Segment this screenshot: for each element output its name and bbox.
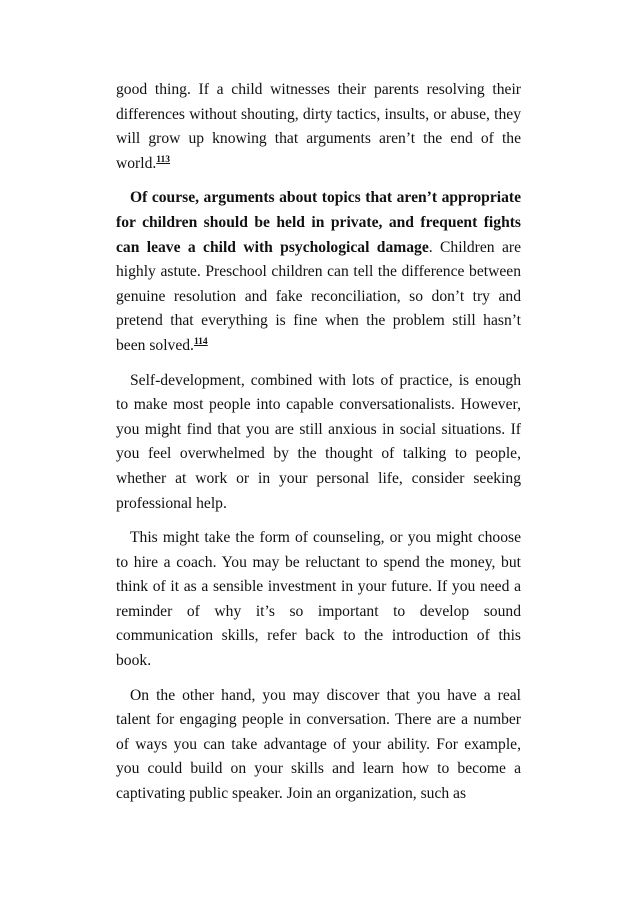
paragraph-4 [116, 526, 521, 674]
paragraph-2-text: . Children are highly astute. Preschool children can tell the difference between genuine resolution and fake reconciliation, so don’t try and pretend that everything is fine when the problem still hasn’t been solved. [116, 238, 521, 354]
paragraph-2 [116, 186, 521, 358]
paragraph-3 [116, 369, 521, 517]
paragraph-3-text: Self-development, combined with lots of practice, is enough to make most people into capable conversationalists. However, you might find that you are still anxious in social situations. If you feel overwhelmed by the thought of talking to people, whether at work or in your personal life, consider seeking professional help. [116, 371, 521, 512]
paragraph-1-text: good thing. If a child witnesses their parents resolving their differences without shouting, dirty tactics, insults, or abuse, they will grow up knowing that arguments aren’t the end of the world. [116, 81, 521, 172]
page-body [116, 78, 521, 817]
paragraph-2-bold-text: Of course, arguments about topics that aren’t appropriate for children should be held in private, and frequent fights can leave a child with psychological damage [116, 189, 521, 256]
footnote-ref-113[interactable]: 113 [156, 154, 171, 165]
paragraph-4-text: This might take the form of counseling, or you might choose to hire a coach. You may be reluctant to spend the money, but think of it as a sensible investment in your future. If you need a reminder of why it’s so important to develop sound communication skills, refer back to the introduction of this book. [116, 529, 521, 670]
paragraph-5 [116, 684, 521, 807]
paragraph-5-text: On the other hand, you may discover that you have a real talent for engaging people in conversation. There are a number of ways you can take advantage of your ability. For example, you could build on your skills and learn how to become a captivating public speaker. Join an organization, such as [116, 686, 521, 803]
footnote-ref-114[interactable]: 114 [193, 336, 208, 347]
paragraph-1 [116, 78, 521, 176]
